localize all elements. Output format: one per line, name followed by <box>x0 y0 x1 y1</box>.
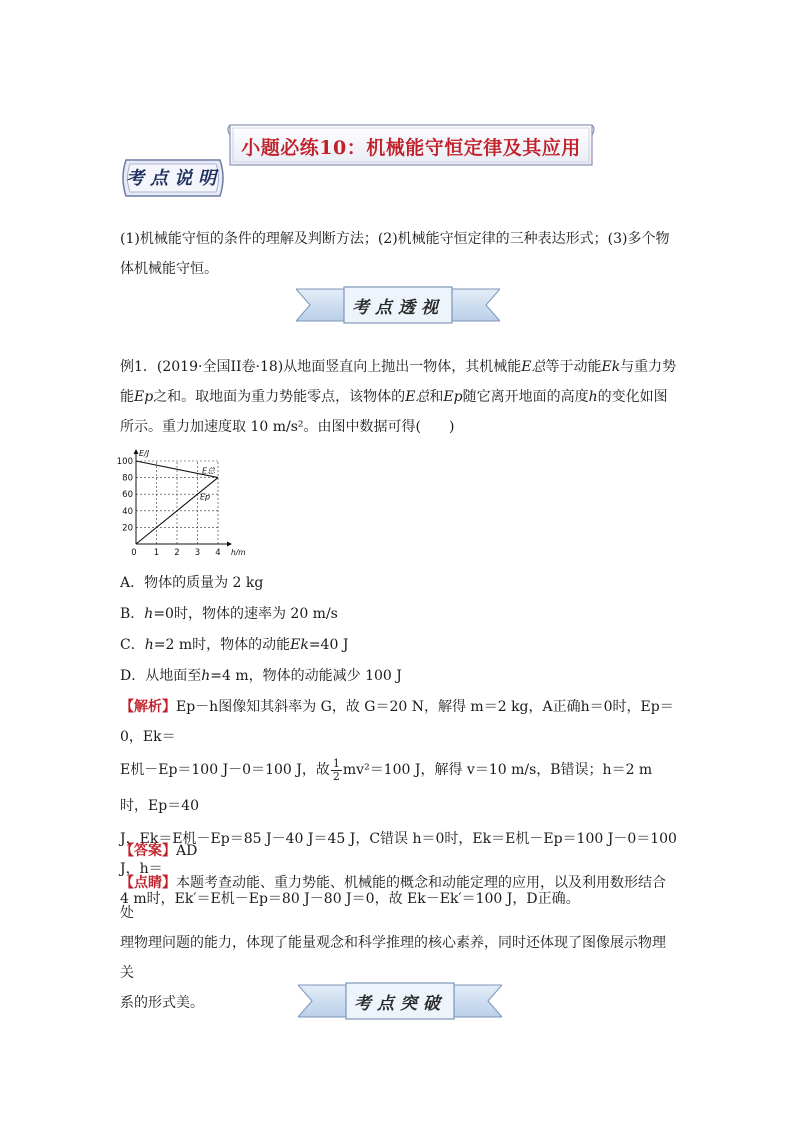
x-tick-label: 4 <box>215 548 221 558</box>
analysis-line-4: 4 m时，Ek′＝E机－Ep＝80 J－80 J＝0，故 Ek－Ek′＝100 J，D正确。 <box>120 891 580 907</box>
x-tick-label: 0 <box>131 548 137 558</box>
tip-line-1: 【点睛】本题考查动能、重力势能、机械能的概念和动能定理的应用，以及利用数形结合处 <box>120 875 666 921</box>
y-axis-arrow <box>134 449 139 454</box>
intro-line-2: 体机械能守恒。 <box>120 261 218 277</box>
intro-line-1: (1)机械能守恒的条件的理解及判断方法；(2)机械能守恒定律的三种表达形式；(3)多个物 <box>120 231 670 247</box>
x-axis-label: h/m <box>231 548 246 557</box>
fraction-one-half: $\frac{1}{2}$ <box>332 756 340 783</box>
page-title: 小题必练10：机械能守恒定律及其应用 <box>241 137 581 159</box>
y-tick-label: 60 <box>122 490 133 501</box>
intro-paragraph <box>120 224 678 284</box>
y-tick-label: 80 <box>122 473 133 484</box>
option-c: C．h=2 m时，物体的动能Ek=40 J <box>120 637 349 653</box>
example-line-2: 能Ep之和。取地面为重力势能零点，该物体的E总和Ep随它离开地面的高度h的变化如图 <box>120 389 668 405</box>
y-tick-label: 20 <box>122 523 133 534</box>
series-label: E总 <box>202 466 216 476</box>
ribbon-kaodian-toushi: 考点透视 <box>352 298 444 318</box>
answer-value: AD <box>176 843 198 859</box>
y-tick-label: 100 <box>116 457 133 467</box>
y-axis-label: E/J <box>139 449 150 458</box>
section-badge-kaodian-shuoming: 考点说明 <box>126 168 222 189</box>
energy-height-chart <box>116 448 256 560</box>
answer-section: 【答案】AD <box>120 843 198 859</box>
tip-line-3: 系的形式美。 <box>120 995 204 1011</box>
ribbon-kaodian-tupo: 考点突破 <box>354 994 446 1014</box>
x-tick-label: 1 <box>153 548 160 558</box>
series-label: Ep <box>200 492 211 502</box>
analysis-line-2: E机－Ep＝100 J－0＝100 J，故 $\frac{1}{2}$ mv²＝100 J，解得 v＝10 m/s，B错误；h＝2 m时，Ep＝40 <box>120 756 653 814</box>
analysis-line-3: J，Ek＝E机－Ep＝85 J－40 J＝45 J，C错误 h＝0时，Ek＝E机－Ep＝100 J－0＝100 J，h＝ <box>120 831 677 877</box>
x-tick-label: 3 <box>194 548 201 558</box>
option-a: A．物体的质量为 2 kg <box>120 575 264 591</box>
option-d: D．从地面至h=4 m，物体的动能减少 100 J <box>120 668 402 684</box>
x-axis-arrow <box>227 542 232 547</box>
y-tick-label: 40 <box>122 506 133 517</box>
option-b: B．h=0时，物体的速率为 20 m/s <box>120 606 338 622</box>
x-tick-label: 2 <box>174 548 180 558</box>
example-question <box>120 352 678 442</box>
example-line-1: 例1．(2019·全国II卷·18)从地面竖直向上抛出一物体，其机械能E总等于动能Ek与重力势 <box>120 359 677 375</box>
tip-line-2: 理物理问题的能力，体现了能量观念和科学推理的核心素养，同时还体现了图像展示物理关 <box>120 935 666 981</box>
analysis-line-1: 【解析】Ep－h图像知其斜率为 G，故 G＝20 N，解得 m＝2 kg，A正确h＝0时，Ep＝0，Ek＝ <box>120 699 674 745</box>
example-line-3: 所示。重力加速度取 10 m/s²。由图中数据可得( ) <box>120 419 455 435</box>
